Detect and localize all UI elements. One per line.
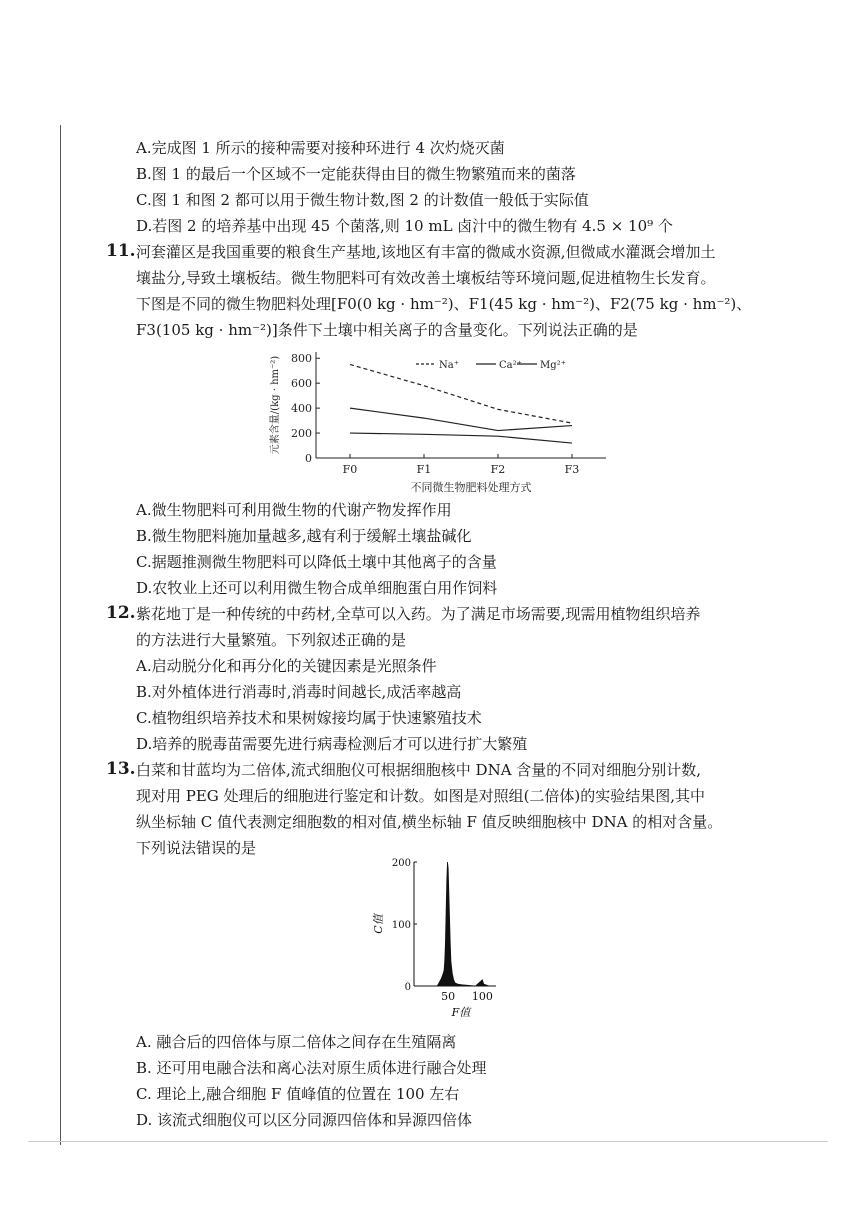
y-tick-label: 800 (291, 352, 312, 366)
q12-stem-line: 紫花地丁是一种传统的中药材,全草可以入药。为了满足市场需要,现需用植物组织培养 (136, 605, 701, 623)
y-tick-label: 0 (404, 982, 411, 993)
x-axis-title: 不同微生物肥料处理方式 (410, 481, 532, 494)
q11-option-a: A.微生物肥料可利用微生物的代谢产物发挥作用 (136, 501, 452, 519)
legend-label: Ca²⁺ (499, 360, 522, 371)
q11-stem-line: 壤盐分,导致土壤板结。微生物肥料可有效改善土壤板结等环境问题,促进植物生长发育。 (136, 269, 716, 287)
y-tick-label: 400 (291, 402, 312, 416)
y-tick-label: 100 (391, 920, 411, 931)
flow-cytometry-histogram (368, 852, 508, 1022)
y-tick-label: 600 (291, 377, 312, 391)
q10-option-b: B.图 1 的最后一个区域不一定能获得由目的微生物繁殖而来的菌落 (136, 165, 576, 183)
y-tick-label: 0 (305, 452, 312, 465)
q13-stem-line: 现对用 PEG 处理后的细胞进行鉴定和计数。如图是对照组(二倍体)的实验结果图,其中 (136, 787, 706, 805)
q10-option-a: A.完成图 1 所示的接种需要对接种环进行 4 次灼烧灭菌 (136, 139, 505, 157)
q12-option-d: D.培养的脱毒苗需要先进行病毒检测后才可以进行扩大繁殖 (136, 735, 528, 753)
q11-option-b: B.微生物肥料施加量越多,越有利于缓解土壤盐碱化 (136, 527, 472, 545)
y-tick-label: 200 (291, 427, 312, 441)
q10-option-c: C.图 1 和图 2 都可以用于微生物计数,图 2 的计数值一般低于实际值 (136, 191, 589, 209)
q13-option-d: D. 该流式细胞仪可以区分同源四倍体和异源四倍体 (136, 1111, 473, 1129)
histogram-area (437, 862, 489, 986)
x-tick-label: F1 (416, 463, 432, 476)
q11-stem-line: 河套灌区是我国重要的粮食生产基地,该地区有丰富的微咸水资源,但微咸水灌溉会增加土 (136, 243, 716, 261)
series-line-2 (350, 433, 572, 443)
q11-number: 11. (106, 241, 136, 261)
q11-option-d: D.农牧业上还可以利用微生物合成单细胞蛋白用作饲料 (136, 579, 498, 597)
q12-stem-line: 的方法进行大量繁殖。下列叙述正确的是 (136, 631, 407, 649)
q13-stem-line: 白菜和甘蓝均为二倍体,流式细胞仪可根据细胞核中 DNA 含量的不同对细胞分别计数, (136, 761, 702, 779)
q13-option-c: C. 理论上,融合细胞 F 值峰值的位置在 100 左右 (136, 1085, 460, 1103)
series-line-0 (350, 364, 572, 423)
q12-option-b: B.对外植体进行消毒时,消毒时间越长,成活率越高 (136, 683, 462, 701)
x-tick-label: F0 (342, 463, 358, 476)
page-bottom-rule (28, 1141, 828, 1142)
x-tick-label: 50 (441, 990, 456, 1003)
q13-option-a: A. 融合后的四倍体与原二倍体之间存在生殖隔离 (136, 1033, 457, 1051)
q10-option-d: D.若图 2 的培养基中出现 45 个菌落,则 10 mL 卤汁中的微生物有 4.5 × 10⁹ 个 (136, 217, 673, 235)
q11-stem-line: 下图是不同的微生物肥料处理[F0(0 kg · hm⁻²)、F1(45 kg · hm⁻²)、F2(75 kg · hm⁻²)、 (136, 295, 752, 313)
q13-stem-line: 下列说法错误的是 (136, 839, 257, 857)
series-line-1 (350, 408, 572, 430)
legend-label: Na⁺ (439, 360, 459, 371)
q12-option-a: A.启动脱分化和再分化的关键因素是光照条件 (136, 657, 437, 675)
legend-label: Mg²⁺ (540, 360, 566, 371)
x-tick-label: F2 (490, 463, 506, 476)
q13-number: 13. (106, 759, 136, 779)
y-axis-title: C值 (372, 914, 385, 934)
q11-stem-line: F3(105 kg · hm⁻²)]条件下土壤中相关离子的含量变化。下列说法正确的是 (136, 321, 638, 339)
q12-number: 12. (106, 603, 136, 623)
q13-stem-line: 纵坐标轴 C 值代表测定细胞数的相对值,横坐标轴 F 值反映细胞核中 DNA 的相对含量。 (136, 813, 723, 831)
q12-option-c: C.植物组织培养技术和果树嫁接均属于快速繁殖技术 (136, 709, 482, 727)
ion-content-line-chart (262, 344, 612, 496)
binding-margin-line (60, 125, 61, 1145)
q13-option-b: B. 还可用电融合法和离心法对原生质体进行融合处理 (136, 1059, 487, 1077)
y-axis-title: 元素含量/(kg · hm⁻²) (270, 355, 281, 455)
x-axis-title: F值 (451, 1006, 471, 1019)
y-tick-label: 200 (391, 858, 411, 869)
q11-option-c: C.据题推测微生物肥料可以降低土壤中其他离子的含量 (136, 553, 497, 571)
x-tick-label: 100 (471, 990, 493, 1003)
x-tick-label: F3 (564, 463, 580, 476)
